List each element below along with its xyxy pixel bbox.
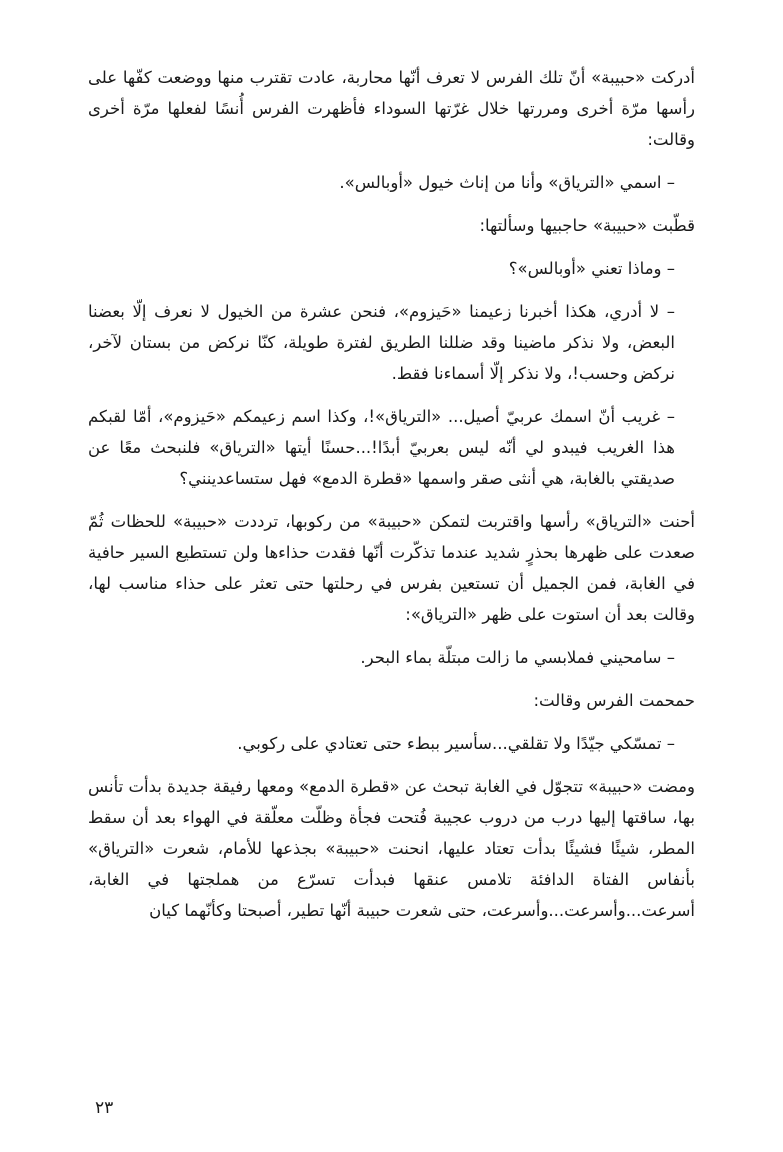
dialogue-line-6: – تمسّكي جيّدًا ولا تقلقي...سأسير ببطء حتى تعتادي على ركوبي. [237,734,675,753]
paragraph-narration-4: حمحمت الفرس وقالت: [533,691,695,710]
paragraph-narration-5: ومضت «حبيبة» تتجوّل في الغابة تبحث عن «قطرة الدمع» ومعها رفيقة جديدة بدأت تأنس بها، ساقتها إليها درب من دروب عجيبة فُتحت فجأة وظلّت معلّقة في الهواء بعد أن سقط المطر، شيئًا فشيئًا بدأت تعتاد عليها، انحنت «حبيبة» بجذعها للأمام، شعرت «الترياق» بأنفاس الفتاة الدافئة تلامس عنقها فبدأت تسرّع من هملجتها في الغابة، أسرعت...وأسرعت...وأسرعت، حتى شعرت حبيبة أنّها تطير، أصبحتا وكأنّهما كيان [88,777,695,920]
dialogue-line-5: – سامحيني فملابسي ما زالت مبتلّة بماء البحر. [360,648,675,667]
page-number: ٢٣ [95,1098,114,1118]
dialogue-line-1: – اسمي «الترياق» وأنا من إناث خيول «أوبالس». [339,173,675,192]
paragraph-narration-2: قطّبت «حبيبة» حاجبيها وسألتها: [479,216,695,235]
paragraph-narration-1: أدركت «حبيبة» أنّ تلك الفرس لا تعرف أنّها محاربة، عادت تقترب منها ووضعت كفّها على رأسها مرّة أخرى ومررتها خلال غرّتها السوداء فأظهرت الفرس أُنسًا لفعلها مرّة أخرى وقالت: [88,68,695,149]
paragraph-narration-3: أحنت «الترياق» رأسها واقتربت لتمكن «حبيبة» من ركوبها، ترددت «حبيبة» للحظات ثُمّ صعدت على ظهرها بحذرٍ شديد عندما تذكّرت أنّها فقدت حذاءها ولن تستطيع السير حافية في الغابة، فمن الجميل أن تستعين بفرس في رحلتها حتى تعثر على حذاء مناسب لها، وقالت بعد أن استوت على ظهر «الترياق»: [88,512,695,624]
dialogue-line-3: – لا أدري، هكذا أخبرنا زعيمنا «حَيزوم»، فنحن عشرة من الخيول لا نعرف إلّا بعضنا البعض، ولا نذكر ماضينا وقد ضللنا الطريق لفترة طويلة، كنّا نركض من بستان لآخر، نركض وحسب!، ولا نذكر إلّا أسماءنا فقط. [88,302,675,383]
dialogue-line-4: – غريب أنّ اسمك عربيّ أصيل... «الترياق»!، وكذا اسم زعيمكم «حَيزوم»، أمّا لقبكم هذا الغريب فيبدو لي أنّه ليس بعربيّ أبدًا!...حسنًا أيتها «الترياق» فلنبحث معًا عن صديقتي بالغابة، هي أنثى صقر واسمها «قطرة الدمع» فهل ستساعدينني؟ [88,407,675,488]
dialogue-line-2: – وماذا تعني «أوبالس»؟ [508,259,675,278]
